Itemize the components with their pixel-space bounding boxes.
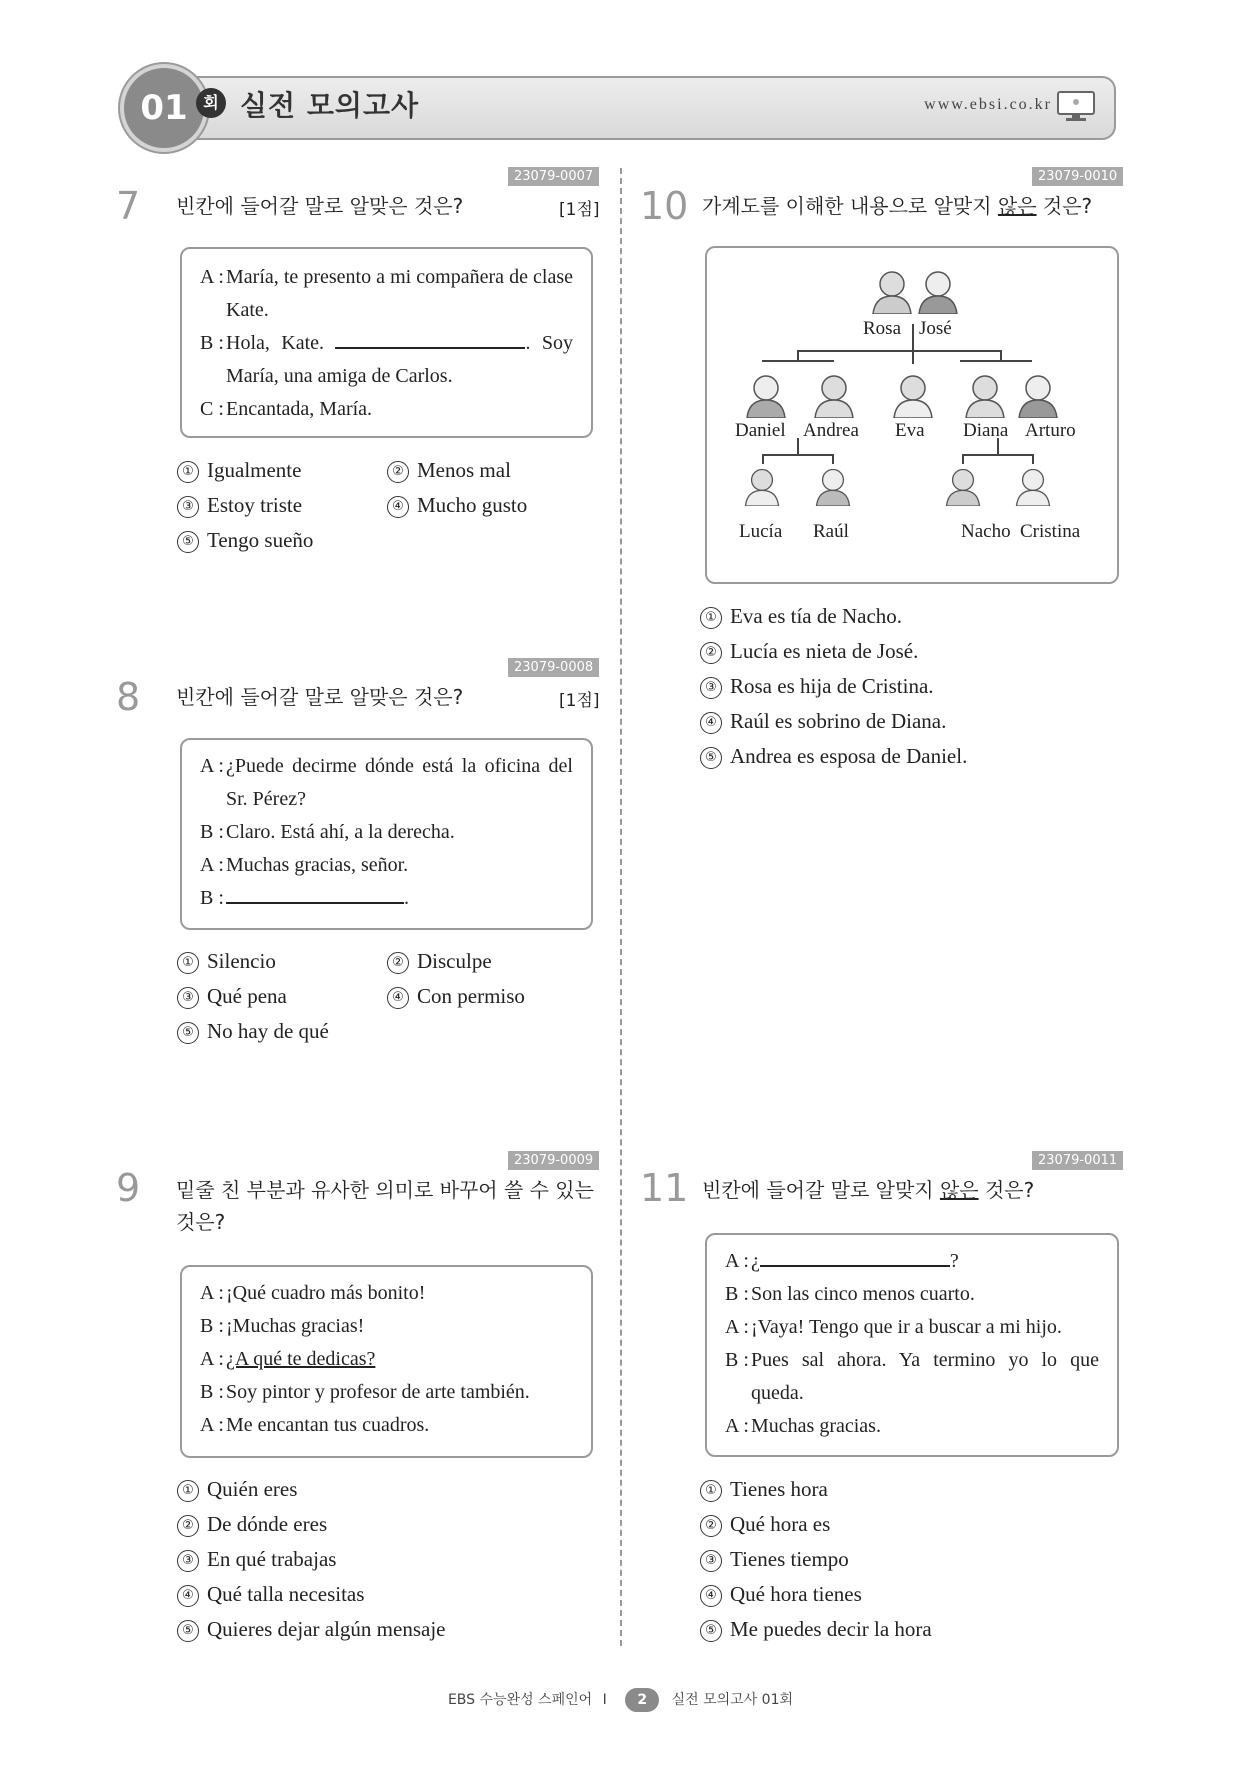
dialogue-box [180,738,593,930]
child-icon [943,466,983,506]
question-prompt: 빈칸에 들어갈 말로 알맞은 것은? [176,685,464,709]
option-2[interactable]: ② Disculpe [387,949,492,976]
speaker: A : [200,1348,224,1370]
child-icon [1013,466,1053,506]
option-2[interactable]: ② De dónde eres [177,1512,327,1539]
speaker: A : [200,755,224,777]
dialogue-line: Hola, Kate. [226,332,325,354]
person-icon [962,372,1008,418]
dialogue-line: ¿Puede decirme dónde está la oficina del Sr. Pérez? [226,755,573,810]
question-number: 11 [640,1166,689,1210]
dialogue-line: Me encantan tus cuadros. [226,1414,430,1436]
tree-name-diana: Diana [963,420,1009,441]
option-2[interactable]: ② Qué hora es [700,1512,830,1539]
dialogue-line: Muchas gracias. [751,1415,881,1437]
monitor-icon [1056,90,1096,122]
speaker: A : [725,1316,749,1338]
option-1[interactable]: ① Quién eres [177,1477,297,1504]
tree-name-rosa: Rosa [863,318,901,339]
option-3[interactable]: ③ Rosa es hija de Cristina. [700,674,934,701]
page-number: 2 [625,1688,659,1712]
speaker: A : [725,1250,749,1272]
dialogue-line: Son las cinco menos cuarto. [751,1283,975,1305]
footer-book-title: EBS 수능완성 스페인어 [447,1692,593,1708]
speaker: B : [725,1283,749,1305]
tree-name-raul: Raúl [813,521,849,542]
option-1[interactable]: ① Silencio [177,949,276,976]
option-5[interactable]: ⑤ Andrea es esposa de Daniel. [700,744,967,771]
option-3[interactable]: ③ Estoy triste [177,493,302,520]
tree-name-lucia: Lucía [739,521,783,542]
site-url[interactable]: www.ebsi.co.kr [924,96,1052,113]
footer-separator: I [602,1692,607,1708]
tree-name-nacho: Nacho [961,521,1011,542]
option-1[interactable]: ① Eva es tía de Nacho. [700,604,902,631]
question-code: 23079-0008 [508,658,599,677]
child-icon [813,466,853,506]
option-4[interactable]: ④ Con permiso [387,984,525,1011]
question-number: 7 [116,184,141,228]
tree-name-cristina: Cristina [1020,521,1081,542]
option-4[interactable]: ④ Mucho gusto [387,493,527,520]
option-3[interactable]: ③ Qué pena [177,984,287,1011]
option-5[interactable]: ⑤ No hay de qué [177,1019,329,1046]
dialogue-line: . Soy María, una amiga de Carlos. [226,332,574,387]
grandmother-icon [869,268,915,314]
option-5[interactable]: ⑤ Me puedes decir la hora [700,1617,932,1644]
dialogue-line: María, te presento a mi compañera de clase Kate. [226,266,573,321]
dialogue-box [180,1265,593,1458]
option-4[interactable]: ④ Qué hora tienes [700,1582,862,1609]
answer-blank [760,1245,950,1267]
child-icon [742,466,782,506]
person-icon [1015,372,1061,418]
tree-name-daniel: Daniel [735,420,786,441]
question-code: 23079-0009 [508,1151,599,1170]
speaker: B : [200,332,224,354]
page-footer [0,1688,1241,1712]
question-points: [1점] [559,200,600,220]
speaker: B : [200,821,224,843]
family-tree-box [705,246,1119,584]
dialogue-box: A : ¿ ? B : Son las cinco menos cuarto. A : ¡Vaya! Tengo que ir a buscar a mi hijo. B : Pues sal ahora. Ya termino yo lo que queda. A : Muchas gracias. [705,1233,1119,1457]
dialogue-line: ¡Qué cuadro más bonito! [226,1282,426,1304]
dialogue-line: ¡Muchas gracias! [226,1315,365,1337]
question-code: 23079-0011 [1032,1151,1123,1170]
option-3[interactable]: ③ En qué trabajas [177,1547,336,1574]
tree-name-eva: Eva [895,420,925,441]
option-3[interactable]: ③ Tienes tiempo [700,1547,849,1574]
option-4[interactable]: ④ Qué talla necesitas [177,1582,364,1609]
grandfather-icon [915,268,961,314]
column-divider [620,168,622,1646]
answer-blank [226,882,404,904]
question-number: 10 [640,184,689,228]
question-number: 8 [116,675,141,719]
speaker: B : [200,1315,224,1337]
dialogue-line: Pues sal ahora. Ya termino yo lo que queda. [751,1349,1099,1404]
dialogue-line: Muchas gracias, señor. [226,854,409,876]
option-1[interactable]: ① Igualmente [177,458,301,485]
option-5[interactable]: ⑤ Tengo sueño [177,528,313,555]
page-title: 실전 모의고사 [240,89,420,122]
speaker: A : [200,854,224,876]
speaker: B : [200,1381,224,1403]
dialogue-box [180,247,593,438]
speaker: A : [725,1415,749,1437]
page-header [112,62,1122,146]
dialogue-line: ¡Vaya! Tengo que ir a buscar a mi hijo. [751,1316,1062,1338]
option-2[interactable]: ② Menos mal [387,458,511,485]
exam-number: 01 [140,88,188,128]
tree-name-jose: José [919,318,952,339]
question-code: 23079-0010 [1032,167,1123,186]
tree-name-arturo: Arturo [1025,420,1076,441]
answer-blank [335,327,525,349]
speaker: A : [200,1282,224,1304]
question-prompt: 밑줄 친 부분과 유사한 의미로 바꾸어 쓸 수 있는 것은? [176,1178,594,1234]
dialogue-line: Claro. Está ahí, a la derecha. [226,821,455,843]
speaker: B : [725,1349,749,1371]
option-2[interactable]: ② Lucía es nieta de José. [700,639,918,666]
question-code: 23079-0007 [508,167,599,186]
question-prompt: 빈칸에 들어갈 말로 알맞지 않은 것은? [702,1178,1035,1202]
speaker: C : [200,398,224,420]
underlined-phrase: ¿A qué te dedicas? [226,1348,376,1370]
dialogue-line: Encantada, María. [226,398,373,420]
dialogue-line: . [404,887,409,909]
person-icon [743,372,789,418]
person-icon [811,372,857,418]
question-prompt: 가계도를 이해한 내용으로 알맞지 않은 것은? [702,194,1093,218]
option-1[interactable]: ① Tienes hora [700,1477,828,1504]
speaker: A : [200,1414,224,1436]
tree-name-andrea: Andrea [803,420,859,441]
question-points: [1점] [559,691,600,711]
dialogue-line: Soy pintor y profesor de arte también. [226,1381,530,1403]
question-number: 9 [116,1166,141,1210]
question-prompt: 빈칸에 들어갈 말로 알맞은 것은? [176,194,464,218]
hoe-badge: 회 [196,88,226,118]
footer-section-title: 실전 모의고사 01회 [671,1692,794,1708]
person-icon [890,372,936,418]
speaker: B : [200,887,224,909]
speaker: A : [200,266,224,288]
option-4[interactable]: ④ Raúl es sobrino de Diana. [700,709,946,736]
option-5[interactable]: ⑤ Quieres dejar algún mensaje [177,1617,446,1644]
